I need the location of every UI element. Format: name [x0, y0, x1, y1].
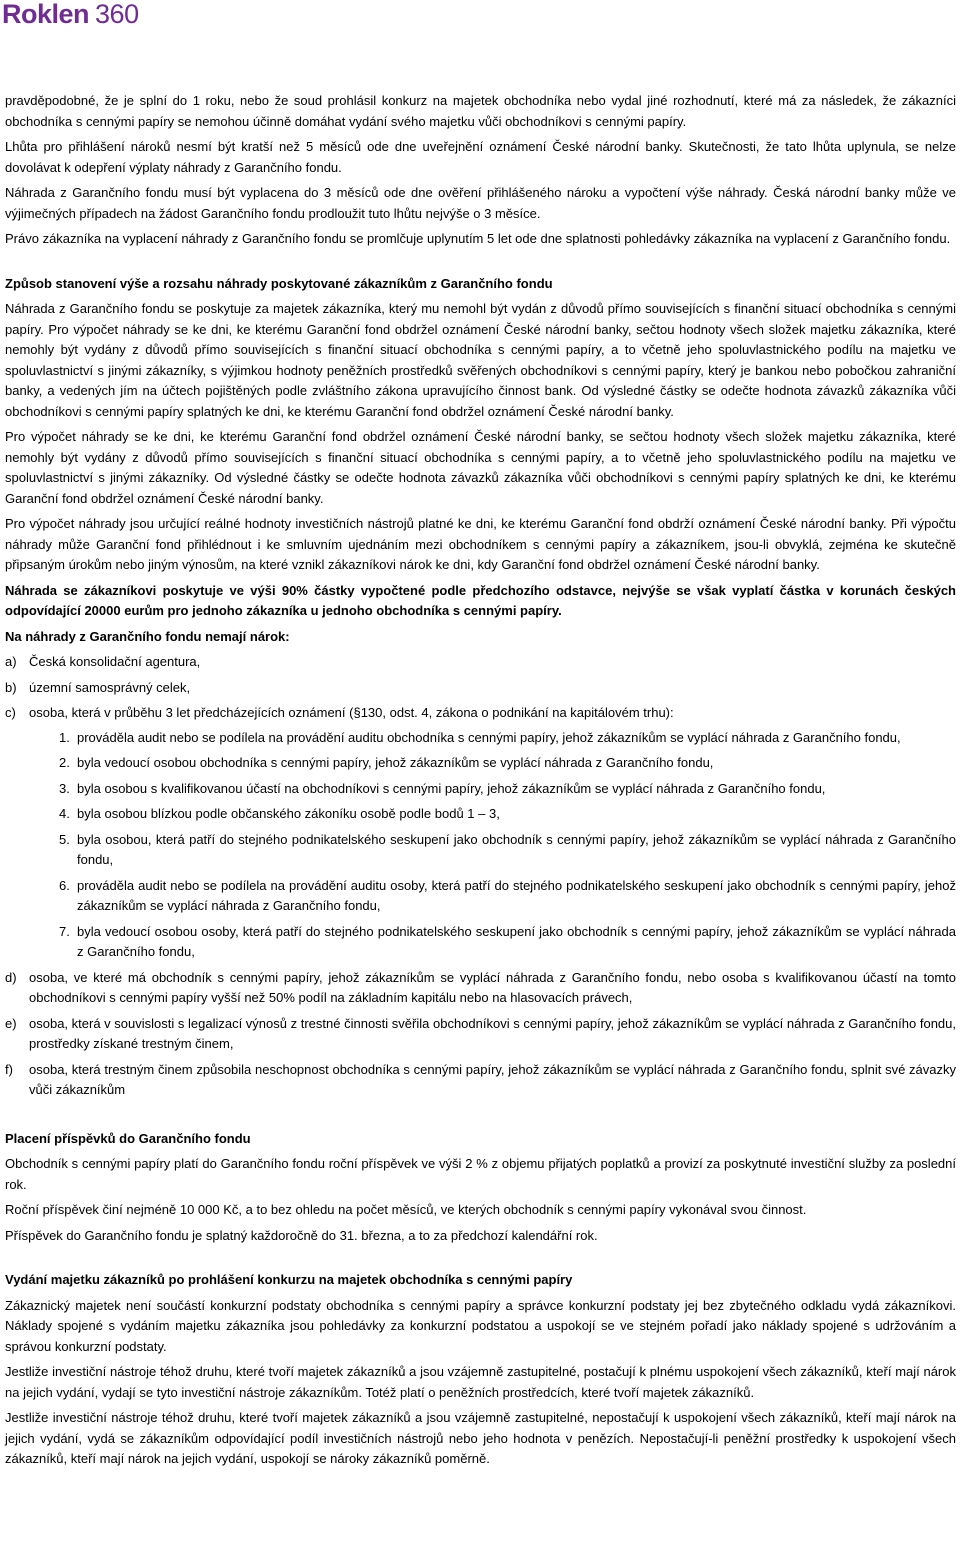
list-marker: a): [5, 654, 17, 669]
section3-paragraph-2: Jestliže investiční nástroje téhož druhu, které tvoří majetek zákazníků a jsou vzájemně zastupitelné, postačují k plnému uspokojení všech zákazníků, kteří mají nárok na jejich vydání, vydají se tyto investiční nástroje zákazníkům. Totéž platí o peněžních prostředcích, které tvoří majetek zákazníků.: [5, 1364, 956, 1400]
section2-paragraph-1: Obchodník s cennými papíry platí do Garančního fondu roční příspěvek ve výši 2 % z objemu přijatých poplatků a provizí za poskytnuté investiční služby za poslední rok.: [5, 1156, 956, 1192]
section-heading-contributions: Placení příspěvků do Garančního fondu: [5, 1130, 251, 1146]
list-marker: c): [5, 705, 16, 720]
list-item: [5, 703, 956, 963]
sub-list-marker: 4.: [59, 806, 70, 821]
section3-paragraph-1: Zákaznický majetek není součástí konkurzní podstaty obchodníka s cennými papíry a správce konkurzní podstaty jej bez zbytečného odkladu vydá zákazníkovi. Náklady spojené s vydáním majetku zákazníka jsou pohledávky za konkurzní podstatou a uspokojí se ve stejném pořadí jako náklady spojené s udržováním a správou konkurzní podstaty.: [5, 1297, 956, 1354]
sub-list-marker: 1.: [59, 729, 70, 745]
list-item: [5, 678, 956, 699]
sub-list-item-text: byla osobou blízkou podle občanského zákoníku osobě podle bodů 1 – 3,: [77, 806, 500, 821]
intro-paragraph-2: Lhůta pro přihlášení nároků nesmí být kratší než 5 měsíců ode dne uveřejnění oznámení České národní banky. Skutečnosti, že tato lhůta uplynula, se nelze dovolávat k odepření výplaty náhrady z Garančního fondu.: [5, 139, 956, 175]
list-item: [5, 652, 956, 673]
list-marker: e): [5, 1015, 17, 1031]
intro-paragraph-1: pravděpodobné, že je splní do 1 roku, nebo že soud prohlásil konkurz na majetek obchodníka nebo vydal jiné rozhodnutí, které má za následek, že zákazníci obchodníka s cennými papíry se nemohou účinně domáhat vydání svého majetku vůči obchodníkovi s cennými papíry.: [5, 93, 956, 129]
section1-paragraph-2: Pro výpočet náhrady se ke dni, ke kterému Garanční fond obdržel oznámení České národní banky, se sečtou hodnoty všech složek majetku zákazníka, které nemohly být vydány z důvodů přímo souvisejících s finanční situací obchodníka s cennými papíry, a to včetně jeho spoluvlastnického podílu na majetku ve spoluvlastnictví s jinými zákazníky. Od výsledné částky se odečte hodnota závazků zákazníka vůči obchodníkovi s cennými papíry splatných ke dni, ke kterému Garanční fond obdržel oznámení České národní banky.: [5, 429, 956, 506]
sub-list-item-text: prováděla audit nebo se podílela na provádění auditu osoby, která patří do stejného podnikatelského seskupení jako obchodník s cennými papíry, jehož zákazníkům se vyplácí náhrada z Garančního fondu,: [77, 877, 956, 913]
sub-list-item-text: byla vedoucí osobou obchodníka s cennými papíry, jehož zákazníkům se vyplácí náhrada z Garančního fondu,: [77, 755, 714, 770]
sub-list-item: [29, 753, 956, 774]
sub-list-marker: 2.: [59, 755, 70, 770]
list-item-text: osoba, která v průběhu 3 let předcházejících oznámení (§130, odst. 4, zákona o podnikání na kapitálovém trhu):: [29, 705, 674, 720]
list-marker: f): [5, 1061, 13, 1077]
sub-list-item-text: byla vedoucí osobou osoby, která patří do stejného podnikatelského seskupení jako obchodník s cennými papíry, jehož zákazníkům se vyplácí náhrada z Garančního fondu,: [77, 923, 956, 959]
section2-paragraph-3: Příspěvek do Garančního fondu je splatný každoročně do 31. března, a to za předchozí kalendářní rok.: [5, 1227, 598, 1243]
intro-paragraph-3: Náhrada z Garančního fondu musí být vyplacena do 3 měsíců ode dne ověření přihlášeného nároku a vypočtení výše náhrady. Česká národní banky může ve výjimečných případech na žádost Garančního fondu prodloužit tuto lhůtu nejvýše o 3 měsíce.: [5, 185, 956, 221]
list-item: [5, 968, 956, 1009]
section-heading-asset-release: Vydání majetku zákazníků po prohlášení konkurzu na majetek obchodníka s cennými papíry: [5, 1272, 573, 1287]
sub-list: [29, 728, 956, 963]
sub-list-item-text: byla osobou, která patří do stejného podnikatelského seskupení jako obchodník s cennými papíry, jehož zákazníkům se vyplácí náhrada z Garančního fondu,: [77, 831, 956, 867]
section3-paragraph-3: Jestliže investiční nástroje téhož druhu, které tvoří majetek zákazníků a jsou vzájemně zastupitelné, nepostačují k uspokojení všech zákazníků, kteří mají nárok na jejich vydání, vydá se zákazníkům odpovídající podíl investičních nástrojů nebo jeho hodnota v penězích. Nepostačují-li peněžní prostředky k uspokojení všech zákazníků, kteří mají nárok na jejich vydání, uspokojí se nároky zákazníků poměrně.: [5, 1410, 956, 1466]
section1-bold-paragraph: Náhrada se zákazníkovi poskytuje ve výši 90% částky vypočtené podle předchozího odstavce, nejvýše se však vyplatí částka v korunách českých odpovídající 20000 eurům pro jednoho zákazníka u jednoho obchodníka s cennými papíry.: [5, 582, 956, 618]
intro-paragraph-4: Právo zákazníka na vyplacení náhrady z Garančního fondu se promlčuje uplynutím 5 let ode dne splatnosti pohledávky zákazníka na vyplacení z Garančního fondu.: [5, 231, 951, 246]
logo-brand: Roklen: [2, 0, 90, 29]
list-item-text: osoba, která v souvislosti s legalizací výnosů z trestné činnosti svěřila obchodníkovi s cennými papíry, jehož zákazníkům se vyplácí náhrada z Garančního fondu, prostředky získané trestným činem,: [29, 1015, 956, 1051]
sub-list-marker: 3.: [59, 780, 70, 796]
document-body: [5, 91, 956, 1475]
section2-paragraph-2: Roční příspěvek činí nejméně 10 000 Kč, a to bez ohledu na počet měsíců, ve kterých obchodník s cennými papíry vykonával svou činnost.: [5, 1202, 807, 1217]
sub-list-item: [29, 922, 956, 963]
section1-paragraph-3: Pro výpočet náhrady jsou určující reálné hodnoty investičních nástrojů platné ke dni, ke kterému Garanční fond obdrží oznámení České národní banky. Při výpočtu náhrady může Garanční fond přihlédnout i ke smluvním ujednáním mezi obchodníkem s cennými papíry a zákazníkem, jsou-li obvyklá, zejména ke skutečně připsaným úrokům nebo jiným výnosům, na které vznikl zákazníkovi nárok ke dni, kdy Garanční fond obdržel oznámení České národní banky.: [5, 516, 956, 572]
sub-list-item-text: prováděla audit nebo se podílela na provádění auditu obchodníka s cennými papíry, jehož zákazníkům se vyplácí náhrada z Garančního fondu,: [77, 729, 901, 745]
no-claim-list: [5, 652, 956, 1101]
sub-list-item: [29, 876, 956, 917]
list-item-text: Česká konsolidační agentura,: [29, 654, 201, 669]
list-item: [5, 1014, 956, 1055]
list-item-text: osoba, ve které má obchodník s cennými papíry, jehož zákazníkům se vyplácí náhrada z Garančního fondu, nebo osoba s kvalifikovanou účastí na tomto obchodníkovi s cennými papíry vyšší než 50% podíl na základním kapitálu nebo na hlasovacích právech,: [29, 969, 956, 1005]
sub-list-item: [29, 779, 956, 800]
no-claim-heading: Na náhrady z Garančního fondu nemají nárok:: [5, 628, 290, 644]
sub-list-item: [29, 830, 956, 871]
list-item: [5, 1060, 956, 1101]
list-item-text: územní samosprávný celek,: [29, 679, 191, 695]
sub-list-item: [29, 804, 956, 825]
list-marker: d): [5, 969, 17, 985]
logo-number: 360: [95, 0, 139, 29]
sub-list-marker: 5.: [59, 831, 70, 847]
section-heading-compensation: Způsob stanovení výše a rozsahu náhrady poskytované zákazníkům z Garančního fondu: [5, 275, 553, 291]
sub-list-item: [29, 728, 956, 749]
sub-list-marker: 6.: [59, 877, 70, 893]
sub-list-marker: 7.: [59, 923, 70, 939]
sub-list-item-text: byla osobou s kvalifikovanou účastí na obchodníkovi s cennými papíry, jehož zákazníkům se vyplácí náhrada z Garančního fondu,: [77, 780, 826, 796]
roklen360-logo[interactable]: [2, 0, 139, 30]
list-item-text: osoba, která trestným činem způsobila neschopnost obchodníka s cennými papíry, jehož zákazníkům se vyplácí náhrada z Garančního fondu, splnit své závazky vůči zákazníkům: [29, 1061, 956, 1097]
section1-paragraph-1: Náhrada z Garančního fondu se poskytuje za majetek zákazníka, který mu nemohl být vydán z důvodů přímo souvisejících s finanční situací obchodníka s cennými papíry. Pro výpočet náhrady se ke dni, ke kterému Garanční fond obdržel oznámení České národní banky, sečtou hodnoty všech složek majetku zákazníka, které nemohly být vydány z důvodů přímo souvisejících s finanční situací obchodníka s cennými papíry, a to včetně jeho spoluvlastnického podílu na majetku ve spoluvlastnictví s jinými zákazníky, s výjimkou hodnoty peněžních prostředků svěřených obchodníkovi s cennými papíry, který je bankou nebo pobočkou zahraniční banky, a vedených jím na účtech pojištěných podle zvláštního zákona upravujícího činnost bank. Od výsledné částky se odečte hodnota závazků zákazníka vůči obchodníkovi s cennými papíry splatných ke dni, ke kterému Garanční fond obdržel oznámení České národní banky.: [5, 301, 956, 419]
list-marker: b): [5, 679, 17, 695]
